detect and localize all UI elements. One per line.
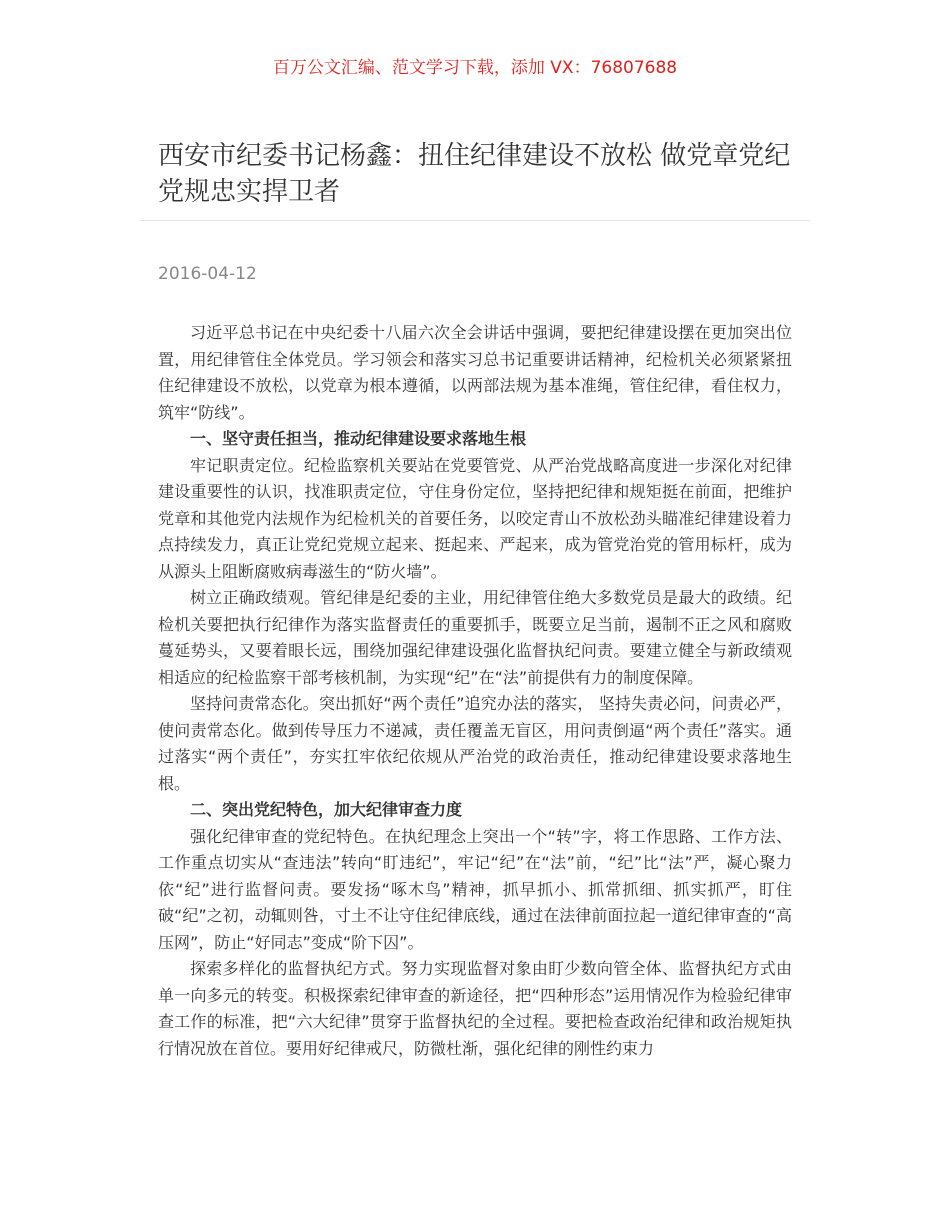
- publish-date: 2016-04-12: [158, 264, 257, 284]
- promo-banner: 百万公文汇编、范文学习下载，添加 VX：76807688: [272, 58, 678, 78]
- title-divider: [140, 220, 810, 221]
- paragraph: 牢记职责定位。纪检监察机关要站在党要管党、从严治党战略高度进一步深化对纪律建设重要性的认识，找准职责定位，守住身份定位，坚持把纪律和规矩挺在前面，把维护党章和其他党内法规作为纪检机关的首要任务，以咬定青山不放松劲头瞄准纪律建设着力点持续发力，真正让党纪党规立起来、挺起来、严起来，成为管党治党的管用标杆，成为从源头上阻断腐败病毒滋生的“防火墙”。: [158, 455, 792, 581]
- paragraph: 树立正确政绩观。管纪律是纪委的主业，用纪律管住绝大多数党员是最大的政绩。纪检机关要把执行纪律作为落实监督责任的重要抓手，既要立足当前，遏制不正之风和腐败蔓延势头，又要着眼长远，围绕加强纪律建设强化监督执纪问责。要建立健全与新政绩观相适应的纪检监察干部考核机制，为实现“纪”在“法”前提供有力的制度保障。: [158, 588, 792, 687]
- section-heading-2: 二、突出党纪特色，加大纪律审查力度: [190, 800, 463, 819]
- article-body: [158, 320, 792, 1062]
- paragraph: 坚持问责常态化。突出抓好“两个责任”追究办法的落实， 坚持失责必问，问责必严，使问责常态化。做到传导压力不递减，责任覆盖无盲区，用问责倒逼“两个责任”落实。通过落实“两个责任”，夯实扛牢依纪依规从严治党的政治责任，推动纪律建设要求落地生根。: [158, 694, 792, 793]
- section-heading-1: 一、坚守责任担当，推动纪律建设要求落地生根: [190, 429, 527, 448]
- paragraph: 强化纪律审查的党纪特色。在执纪理念上突出一个“转”字，将工作思路、工作方法、工作重点切实从“查违法”转向“盯违纪”，牢记“纪”在“法”前，“纪”比“法”严，凝心聚力依“纪”进行监督问责。要发扬“啄木鸟”精神，抓早抓小、抓常抓细、抓实抓严，盯住破“纪”之初，动辄则咎，寸土不让守住纪律底线，通过在法律前面拉起一道纪律审查的“高压网”，防止“好同志”变成“阶下囚”。: [158, 826, 792, 952]
- article-title: 西安市纪委书记杨鑫：扭住纪律建设不放松 做党章党纪党规忠实捍卫者: [158, 141, 791, 207]
- paragraph: 探索多样化的监督执纪方式。努力实现监督对象由盯少数向管全体、监督执纪方式由单一向多元的转变。积极探索纪律审查的新途径，把“四种形态”运用情况作为检验纪律审查工作的标准，把“六大纪律”贯穿于监督执纪的全过程。要把检查政治纪律和政治规矩执行情况放在首位。要用好纪律戒尺，防微杜渐，强化纪律的刚性约束力: [158, 959, 792, 1058]
- paragraph-intro: 习近平总书记在中央纪委十八届六次全会讲话中强调，要把纪律建设摆在更加突出位置，用纪律管住全体党员。学习领会和落实习总书记重要讲话精神，纪检机关必须紧紧扭住纪律建设不放松，以党章为根本遵循，以两部法规为基本准绳，管住纪律，看住权力，筑牢“防线”。: [158, 323, 792, 422]
